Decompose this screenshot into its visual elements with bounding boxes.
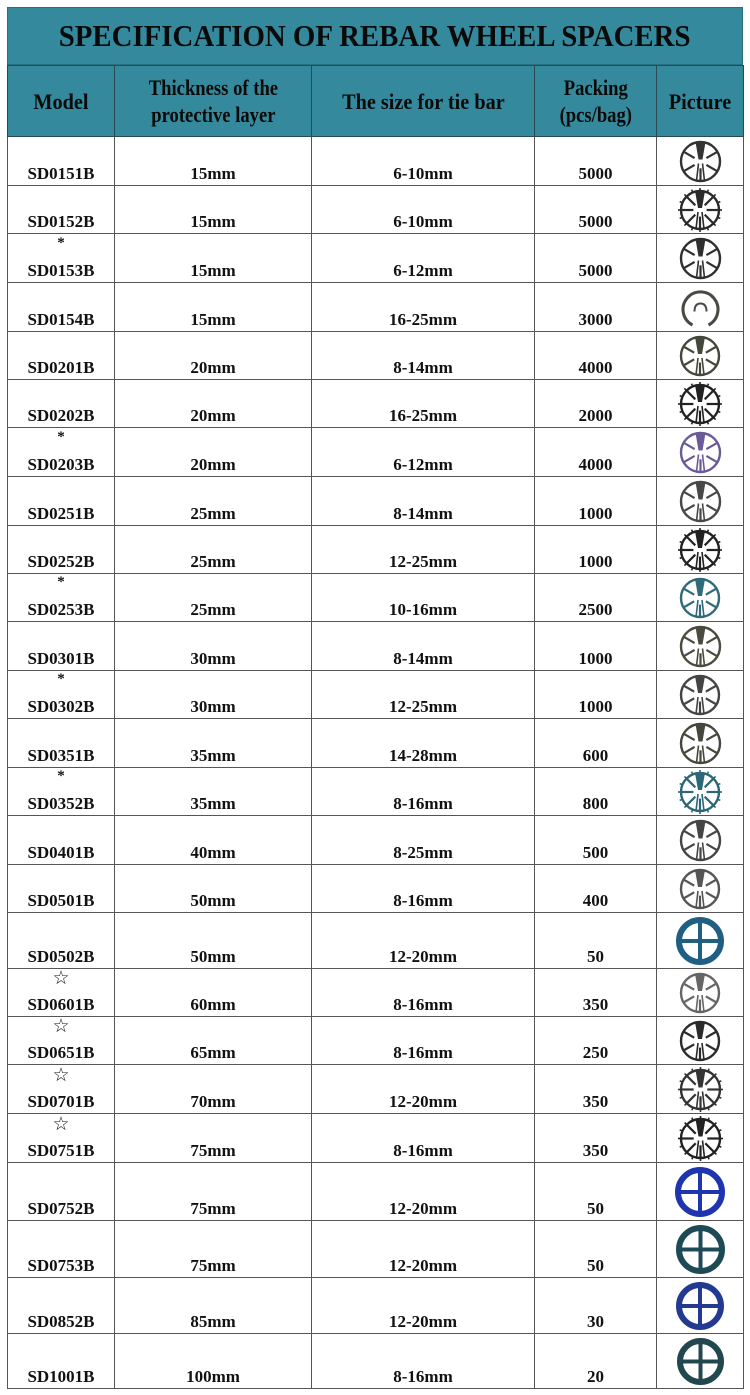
model-code: SD0752B [27,1199,95,1218]
model-cell [8,816,115,865]
solid-wheel-spacer-icon [657,1165,743,1219]
model-code: SD0502B [27,947,95,966]
table-row [8,574,744,622]
table-row [8,622,744,671]
model-code: SD0252B [27,552,95,571]
spoked-wheel-spacer-icon [657,971,743,1015]
table-row [8,1278,744,1334]
model-code: SD0152B [27,212,95,231]
picture-cell [657,1278,744,1334]
tie-bar-cell: 8-14mm [312,622,535,671]
model-code: SD0401B [27,843,95,862]
table-row [8,234,744,283]
model-cell [8,768,115,816]
thickness-cell: 15mm [115,186,312,234]
spoked-wheel-spacer-icon [657,334,743,378]
toothed-wheel-spacer-icon [657,1067,743,1112]
table-row [8,865,744,913]
table-row [8,1065,744,1114]
model-mark: ☆ [52,1065,70,1086]
thickness-cell: 30mm [115,671,312,719]
model-cell [8,1334,115,1389]
model-cell [8,913,115,969]
tie-bar-cell: 8-16mm [312,1334,535,1389]
solid-wheel-spacer-icon [657,915,743,967]
packing-cell: 5000 [535,137,657,186]
picture-cell [657,719,744,768]
model-cell [8,719,115,768]
packing-cell: 600 [535,719,657,768]
model-mark: ☆ [52,1114,70,1135]
table-row [8,1163,744,1221]
table-row [8,719,744,768]
model-code: SD0253B [27,600,95,619]
model-cell [8,477,115,526]
model-mark: * [57,671,65,687]
table-row [8,768,744,816]
tie-bar-cell: 6-10mm [312,137,535,186]
clip-ring-spacer-icon [657,285,743,330]
model-code: SD0751B [27,1141,95,1160]
picture-cell [657,186,744,234]
tie-bar-cell: 12-20mm [312,1163,535,1221]
spoked-wheel-spacer-icon [657,721,743,766]
packing-cell: 20 [535,1334,657,1389]
thickness-cell: 75mm [115,1163,312,1221]
spoked-wheel-spacer-icon [657,673,743,717]
spoked-wheel-spacer-icon [657,576,743,620]
table-row [8,332,744,380]
picture-cell [657,1017,744,1065]
tie-bar-cell: 8-25mm [312,816,535,865]
model-cell [8,671,115,719]
thickness-cell: 70mm [115,1065,312,1114]
toothed-wheel-spacer-icon [657,1116,743,1161]
col-header-packing: Packing (pcs/bag) [535,66,657,137]
spoked-wheel-spacer-icon [657,867,743,911]
table-row [8,913,744,969]
model-cell [8,1163,115,1221]
thickness-cell: 25mm [115,574,312,622]
model-cell [8,186,115,234]
packing-cell: 350 [535,1065,657,1114]
solid-wheel-spacer-icon [657,1280,743,1332]
picture-cell [657,1114,744,1163]
col-header-tie-bar: The size for tie bar [312,66,535,137]
spoked-wheel-spacer-icon [657,430,743,475]
spoked-wheel-spacer-icon [657,624,743,669]
picture-cell [657,526,744,574]
table-row [8,477,744,526]
table-row [8,671,744,719]
packing-cell: 50 [535,913,657,969]
tie-bar-cell: 8-14mm [312,477,535,526]
solid-wheel-spacer-icon [657,1223,743,1276]
table-row [8,1334,744,1389]
thickness-cell: 15mm [115,283,312,332]
header-row [8,66,744,137]
spec-table [7,65,744,1389]
picture-cell [657,768,744,816]
tie-bar-cell: 12-25mm [312,671,535,719]
spoked-wheel-spacer-icon [657,139,743,184]
tie-bar-cell: 12-20mm [312,913,535,969]
tie-bar-cell: 6-12mm [312,428,535,477]
packing-cell: 50 [535,1163,657,1221]
tie-bar-cell: 12-25mm [312,526,535,574]
picture-cell [657,913,744,969]
model-cell [8,1278,115,1334]
spoked-wheel-spacer-icon [657,818,743,863]
packing-cell: 500 [535,816,657,865]
packing-cell: 800 [535,768,657,816]
model-cell [8,969,115,1017]
table-row [8,526,744,574]
model-cell [8,1065,115,1114]
table-row [8,186,744,234]
model-code: SD1001B [27,1367,95,1386]
tie-bar-cell: 12-20mm [312,1065,535,1114]
thickness-cell: 25mm [115,526,312,574]
model-code: SD0201B [27,358,95,377]
packing-cell: 400 [535,865,657,913]
table-row [8,969,744,1017]
model-code: SD0153B [27,261,95,280]
model-code: SD0601B [27,995,95,1014]
solid-wheel-spacer-icon [657,1336,743,1387]
picture-cell [657,574,744,622]
picture-cell [657,1065,744,1114]
spec-sheet [7,7,743,1389]
packing-cell: 350 [535,1114,657,1163]
packing-cell: 5000 [535,186,657,234]
picture-cell [657,969,744,1017]
model-code: SD0154B [27,310,95,329]
tie-bar-cell: 16-25mm [312,283,535,332]
model-mark: ☆ [52,1016,70,1037]
model-mark: * [57,235,65,251]
thickness-cell: 30mm [115,622,312,671]
col-header-picture: Picture [657,66,744,137]
thickness-cell: 100mm [115,1334,312,1389]
model-code: SD0301B [27,649,95,668]
tie-bar-cell: 12-20mm [312,1221,535,1278]
thickness-cell: 60mm [115,969,312,1017]
picture-cell [657,283,744,332]
picture-cell [657,816,744,865]
model-mark: ☆ [52,968,70,989]
packing-cell: 3000 [535,283,657,332]
model-mark: * [57,768,65,784]
thickness-cell: 20mm [115,380,312,428]
model-code: SD0753B [27,1256,95,1275]
thickness-cell: 50mm [115,913,312,969]
thickness-cell: 75mm [115,1114,312,1163]
table-row [8,380,744,428]
picture-cell [657,380,744,428]
spoked-wheel-spacer-icon [657,479,743,524]
model-code: SD0151B [27,164,95,183]
model-code: SD0701B [27,1092,95,1111]
model-code: SD0651B [27,1043,95,1062]
thickness-cell: 85mm [115,1278,312,1334]
model-code: SD0501B [27,891,95,910]
picture-cell [657,1221,744,1278]
model-cell [8,1221,115,1278]
thickness-cell: 35mm [115,719,312,768]
packing-cell: 2000 [535,380,657,428]
packing-cell: 5000 [535,234,657,283]
table-row [8,1221,744,1278]
col-header-thickness: Thickness of the protective layer [115,66,312,137]
tie-bar-cell: 6-10mm [312,186,535,234]
picture-cell [657,137,744,186]
spoked-wheel-spacer-icon [657,1019,743,1063]
table-title-text: SPECIFICATION OF REBAR WHEEL SPACERS [59,18,691,53]
thickness-cell: 15mm [115,137,312,186]
model-code: SD0251B [27,504,95,523]
picture-cell [657,1163,744,1221]
thickness-cell: 15mm [115,234,312,283]
tie-bar-cell: 8-16mm [312,768,535,816]
packing-cell: 350 [535,969,657,1017]
col-header-model: Model [8,66,115,137]
model-code: SD0351B [27,746,95,765]
model-cell [8,622,115,671]
picture-cell [657,332,744,380]
thickness-cell: 35mm [115,768,312,816]
picture-cell [657,428,744,477]
tie-bar-cell: 8-16mm [312,969,535,1017]
packing-cell: 30 [535,1278,657,1334]
tie-bar-cell: 8-16mm [312,1017,535,1065]
packing-cell: 2500 [535,574,657,622]
packing-cell: 1000 [535,526,657,574]
model-code: SD0203B [27,455,95,474]
tie-bar-cell: 8-16mm [312,865,535,913]
thickness-cell: 40mm [115,816,312,865]
toothed-wheel-spacer-icon [657,528,743,572]
toothed-wheel-spacer-icon [657,770,743,814]
model-mark: * [57,429,65,445]
table-row [8,428,744,477]
picture-cell [657,1334,744,1389]
model-code: SD0352B [27,794,95,813]
model-code: SD0202B [27,406,95,425]
model-cell [8,380,115,428]
packing-cell: 1000 [535,622,657,671]
packing-cell: 250 [535,1017,657,1065]
table-row [8,137,744,186]
thickness-cell: 75mm [115,1221,312,1278]
thickness-cell: 20mm [115,428,312,477]
packing-cell: 4000 [535,428,657,477]
model-cell [8,137,115,186]
tie-bar-cell: 10-16mm [312,574,535,622]
packing-cell: 50 [535,1221,657,1278]
tie-bar-cell: 14-28mm [312,719,535,768]
model-cell [8,574,115,622]
spoked-wheel-spacer-icon [657,236,743,281]
packing-cell: 1000 [535,477,657,526]
picture-cell [657,671,744,719]
model-cell [8,1114,115,1163]
tie-bar-cell: 16-25mm [312,380,535,428]
model-cell [8,1017,115,1065]
model-cell [8,428,115,477]
model-code: SD0302B [27,697,95,716]
table-row [8,283,744,332]
thickness-cell: 65mm [115,1017,312,1065]
picture-cell [657,622,744,671]
thickness-cell: 20mm [115,332,312,380]
thickness-cell: 25mm [115,477,312,526]
model-cell [8,865,115,913]
packing-cell: 1000 [535,671,657,719]
table-title [7,7,743,65]
model-cell [8,332,115,380]
model-cell [8,283,115,332]
table-row [8,1114,744,1163]
model-mark: * [57,574,65,590]
picture-cell [657,865,744,913]
tie-bar-cell: 12-20mm [312,1278,535,1334]
model-cell [8,234,115,283]
model-code: SD0852B [27,1312,95,1331]
packing-cell: 4000 [535,332,657,380]
thickness-cell: 50mm [115,865,312,913]
tie-bar-cell: 6-12mm [312,234,535,283]
table-row [8,816,744,865]
toothed-wheel-spacer-icon [657,382,743,426]
model-cell [8,526,115,574]
table-row [8,1017,744,1065]
picture-cell [657,234,744,283]
tie-bar-cell: 8-16mm [312,1114,535,1163]
picture-cell [657,477,744,526]
toothed-wheel-spacer-icon [657,188,743,232]
tie-bar-cell: 8-14mm [312,332,535,380]
